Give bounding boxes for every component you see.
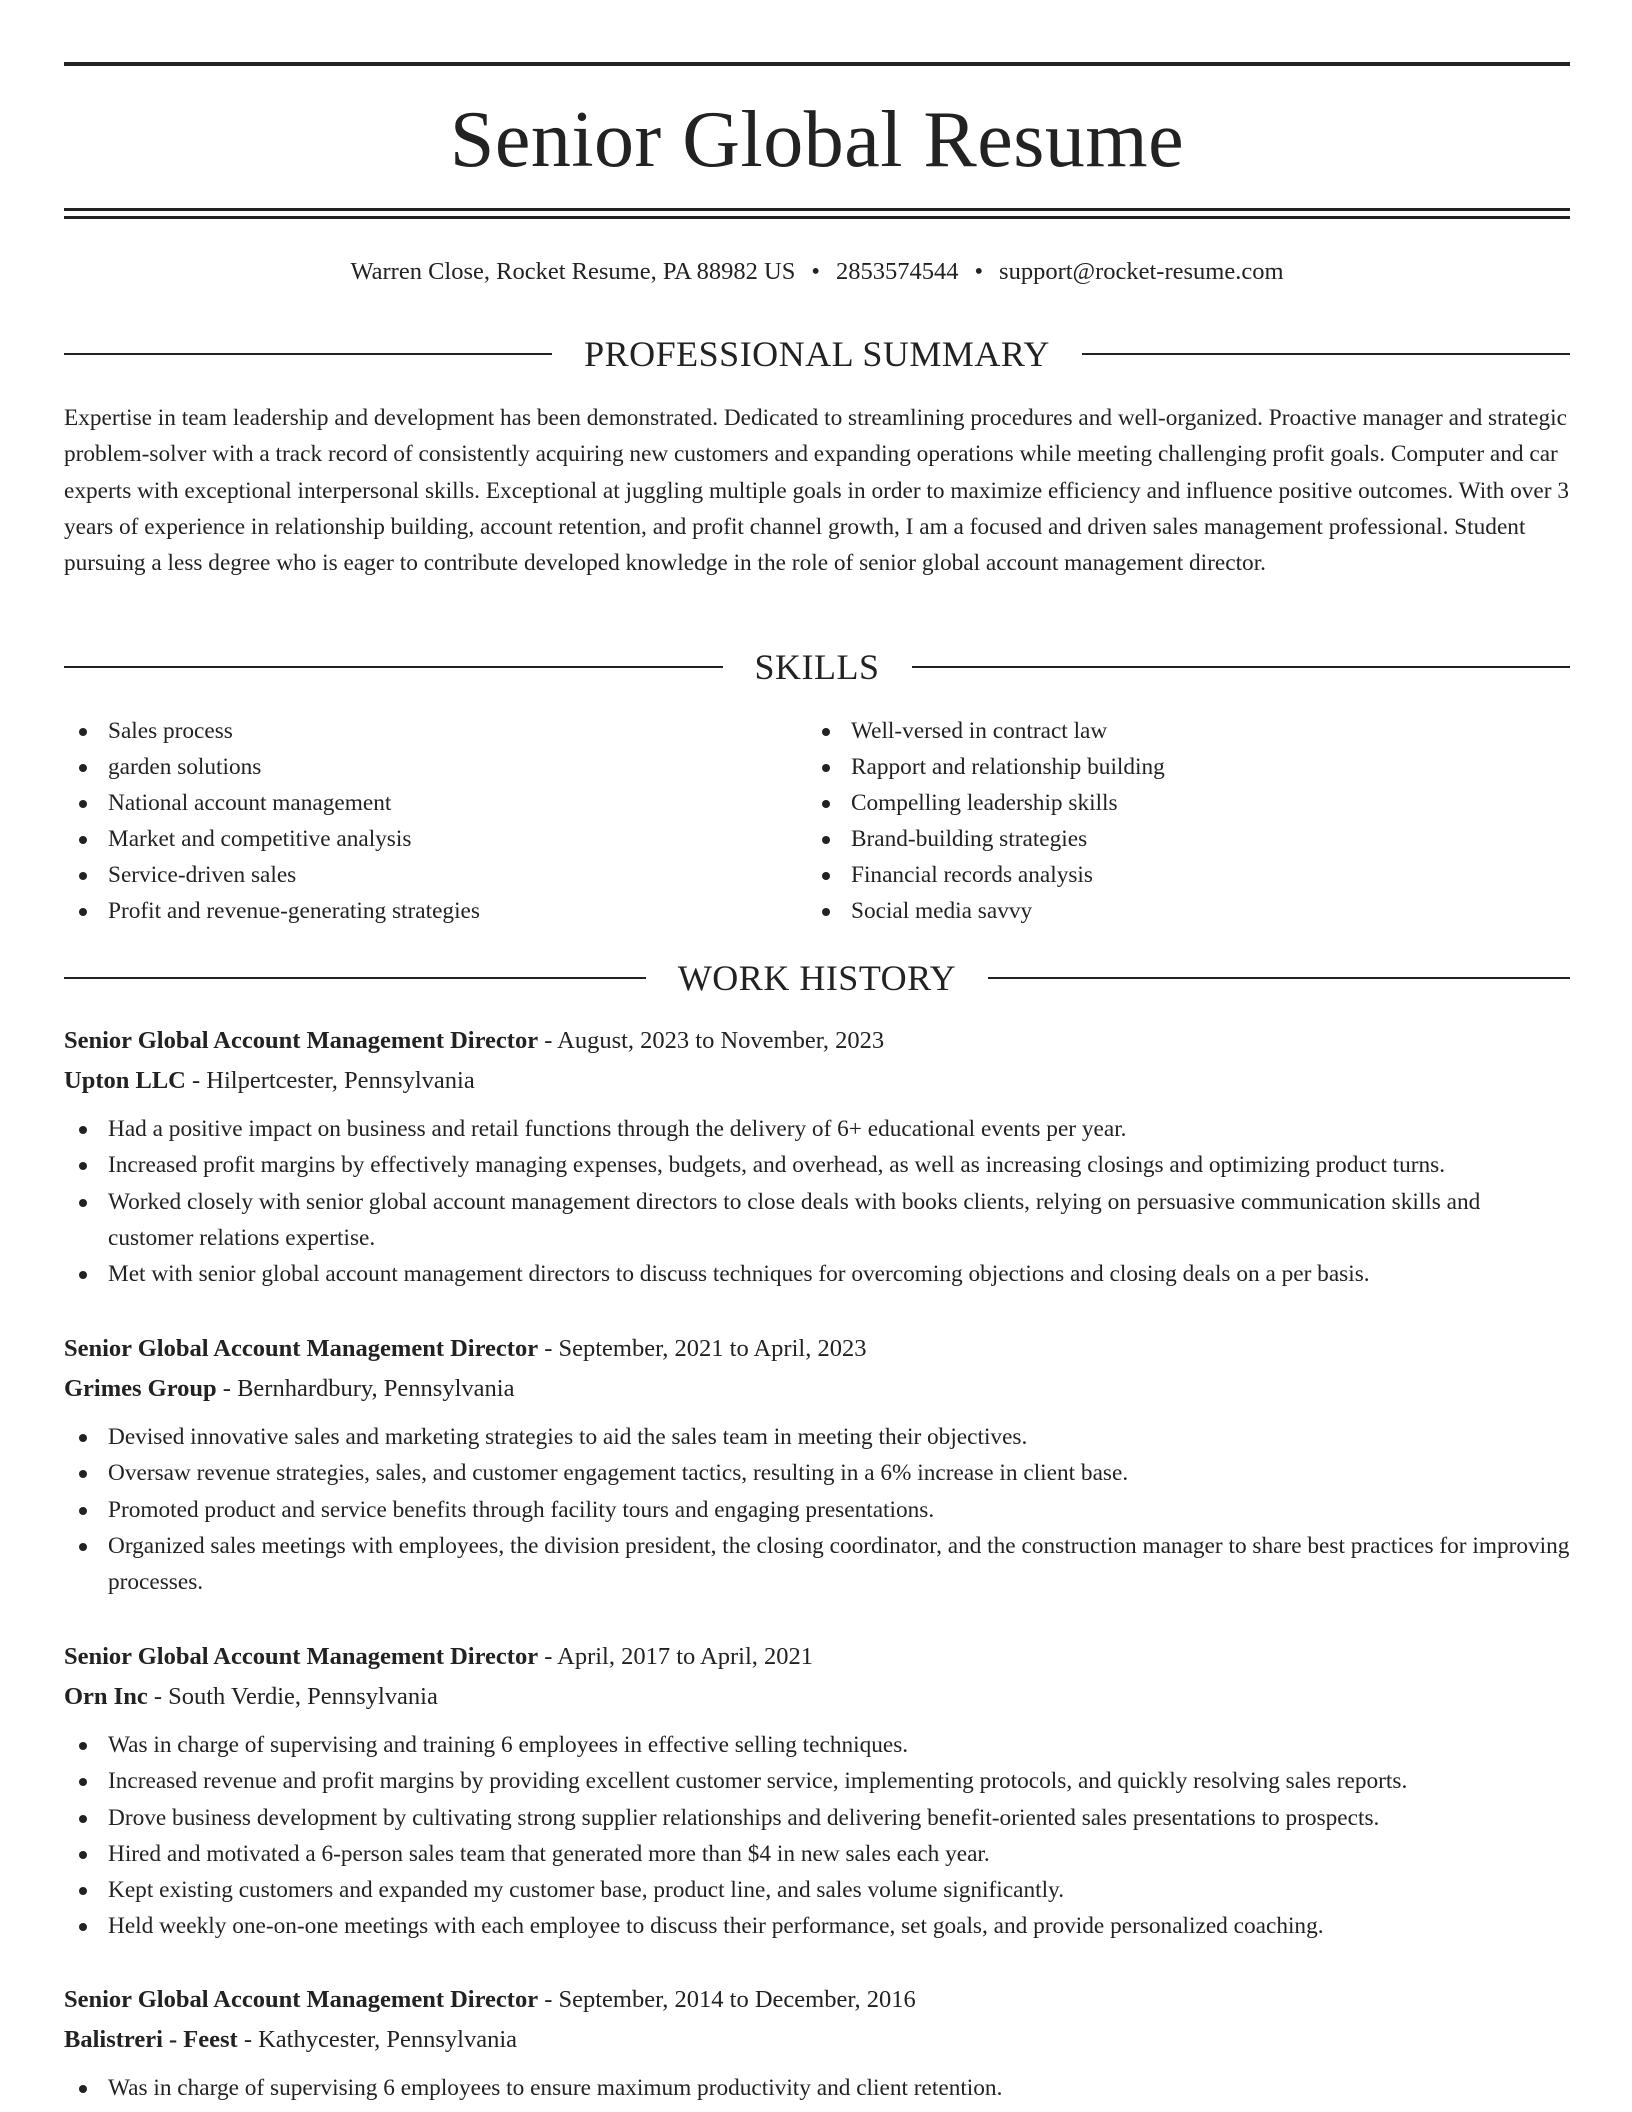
job-dates: - September, 2014 to December, 2016 <box>538 1986 916 2013</box>
job-bullet-list <box>64 1111 1570 1292</box>
job-entry <box>64 1329 1570 1600</box>
job-company: Orn Inc <box>64 1683 148 1710</box>
job-entry <box>64 1637 1570 1945</box>
job-bullet: Met with senior global account management directors to discuss techniques for overcoming objections and closing deals on a per basis. <box>64 1256 1570 1292</box>
job-bullet-list <box>64 1419 1570 1600</box>
job-bullet: Worked closely with senior global account management directors to close deals with books clients, relying on persuasive communication skills and customer relations expertise. <box>64 1184 1570 1257</box>
job-company-line <box>64 1061 1570 1101</box>
job-dates: - September, 2021 to April, 2023 <box>538 1335 867 1362</box>
summary-section-heading <box>64 331 1570 377</box>
summary-heading-label: PROFESSIONAL SUMMARY <box>584 334 1050 374</box>
job-title: Senior Global Account Management Director <box>64 1643 539 1670</box>
skill-item: Sales process <box>64 713 807 749</box>
skill-item: Compelling leadership skills <box>807 785 1550 821</box>
job-company-line <box>64 2020 1570 2060</box>
top-rule <box>64 62 1570 66</box>
job-bullet: Had a positive impact on business and retail functions through the delivery of 6+ educational events per year. <box>64 1111 1570 1147</box>
professional-summary-text: Expertise in team leadership and development has been demonstrated. Dedicated to streamlining procedures and well-organized. Proactive manager and strategic problem-solver with a track record of consistently acquiring new customers and expanding operations while meeting challenging profit goals. Computer and car experts with exceptional interpersonal skills. Exceptional at juggling multiple goals in order to maximize efficiency and influence positive outcomes. With over 3 years of experience in relationship building, account retention, and profit channel growth, I am a focused and driven sales management professional. Student pursuing a less degree who is eager to contribute developed knowledge in the role of senior global account management director. <box>64 405 1569 577</box>
title-double-rule-upper <box>64 208 1570 211</box>
job-bullet: Drove business development by cultivating strong supplier relationships and delivering benefit-oriented sales presentations to prospects. <box>64 1800 1570 1836</box>
job-title: Senior Global Account Management Director <box>64 1335 539 1362</box>
job-title-line <box>64 1329 1570 1369</box>
skills-section-heading <box>64 644 1570 690</box>
job-location: - South Verdie, Pennsylvania <box>147 1683 438 1710</box>
job-bullet: Held weekly one-on-one meetings with each employee to discuss their performance, set goals, and provide personalized coaching. <box>64 1908 1570 1944</box>
job-company: Grimes Group <box>64 1375 217 1402</box>
contact-separator: • <box>811 258 820 285</box>
skills-column-left <box>64 713 807 929</box>
job-title: Senior Global Account Management Director <box>64 1027 539 1054</box>
skill-item: Market and competitive analysis <box>64 821 807 857</box>
job-title: Senior Global Account Management Director <box>64 1986 539 2013</box>
skill-item: Social media savvy <box>807 893 1550 929</box>
job-title-line <box>64 1021 1570 1061</box>
contact-phone: 2853574544 <box>835 258 959 285</box>
skill-item: National account management <box>64 785 807 821</box>
job-entry <box>64 1021 1570 1292</box>
job-title-line <box>64 1637 1570 1677</box>
job-bullet: Organized sales meetings with employees, the division president, the closing coordinator, and the construction manager to share best practices for improving processes. <box>64 1528 1570 1601</box>
heading-rule-left <box>64 977 646 979</box>
job-bullet: Increased revenue and profit margins by providing excellent customer service, implementing protocols, and quickly resolving sales reports. <box>64 1763 1570 1799</box>
skills-column-right <box>807 713 1550 929</box>
skill-item: Financial records analysis <box>807 857 1550 893</box>
job-location: - Bernhardbury, Pennsylvania <box>216 1375 515 1402</box>
heading-rule-right <box>912 666 1571 668</box>
heading-rule-left <box>64 353 552 355</box>
job-company: Upton LLC <box>64 1067 186 1094</box>
skill-item: garden solutions <box>64 749 807 785</box>
job-bullet: Devised innovative sales and marketing strategies to aid the sales team in meeting their objectives. <box>64 1419 1570 1455</box>
job-company-line <box>64 1677 1570 1717</box>
heading-rule-right <box>988 977 1570 979</box>
job-company-line <box>64 1369 1570 1409</box>
contact-email: support@rocket-resume.com <box>999 258 1284 285</box>
skill-item: Rapport and relationship building <box>807 749 1550 785</box>
contact-separator: • <box>974 258 984 285</box>
skills-heading-label: SKILLS <box>754 647 880 687</box>
work-history-heading-label: WORK HISTORY <box>677 958 957 998</box>
resume-title: Senior Global Resume <box>449 96 1185 184</box>
job-bullet: Oversaw revenue strategies, sales, and customer engagement tactics, resulting in a 6% increase in client base. <box>64 1455 1570 1491</box>
job-bullet: Was in charge of supervising 6 employees to ensure maximum productivity and client retention. <box>64 2070 1570 2106</box>
skill-item: Brand-building strategies <box>807 821 1550 857</box>
job-company: Balistreri - Feest <box>64 2026 238 2053</box>
contact-address: Warren Close, Rocket Resume, PA 88982 US <box>350 258 796 285</box>
job-bullet: Was in charge of supervising and training 6 employees in effective selling techniques. <box>64 1727 1570 1763</box>
skill-item: Well-versed in contract law <box>807 713 1550 749</box>
skills-list <box>64 713 1570 929</box>
skill-item: Service-driven sales <box>64 857 807 893</box>
job-location: - Kathycester, Pennsylvania <box>237 2026 518 2053</box>
contact-line <box>64 255 1570 289</box>
job-bullet: Hired and motivated a 6-person sales team that generated more than $4 in new sales each year. <box>64 1836 1570 1872</box>
job-entry <box>64 1980 1570 2106</box>
job-dates: - April, 2017 to April, 2021 <box>538 1643 814 1670</box>
skill-item: Profit and revenue-generating strategies <box>64 893 807 929</box>
work-history-section-heading <box>64 955 1570 1001</box>
heading-rule-left <box>64 666 723 668</box>
job-bullet-list <box>64 1727 1570 1945</box>
job-bullet: Promoted product and service benefits through facility tours and engaging presentations. <box>64 1492 1570 1528</box>
job-bullet: Increased profit margins by effectively managing expenses, budgets, and overhead, as well as increasing closings and optimizing product turns. <box>64 1147 1570 1183</box>
job-bullet-list <box>64 2070 1570 2106</box>
job-location: - Hilpertcester, Pennsylvania <box>185 1067 475 1094</box>
job-bullet: Kept existing customers and expanded my customer base, product line, and sales volume significantly. <box>64 1872 1570 1908</box>
heading-rule-right <box>1082 353 1570 355</box>
job-title-line <box>64 1980 1570 2020</box>
title-double-rule-lower <box>64 216 1570 219</box>
job-dates: - August, 2023 to November, 2023 <box>538 1027 885 1054</box>
